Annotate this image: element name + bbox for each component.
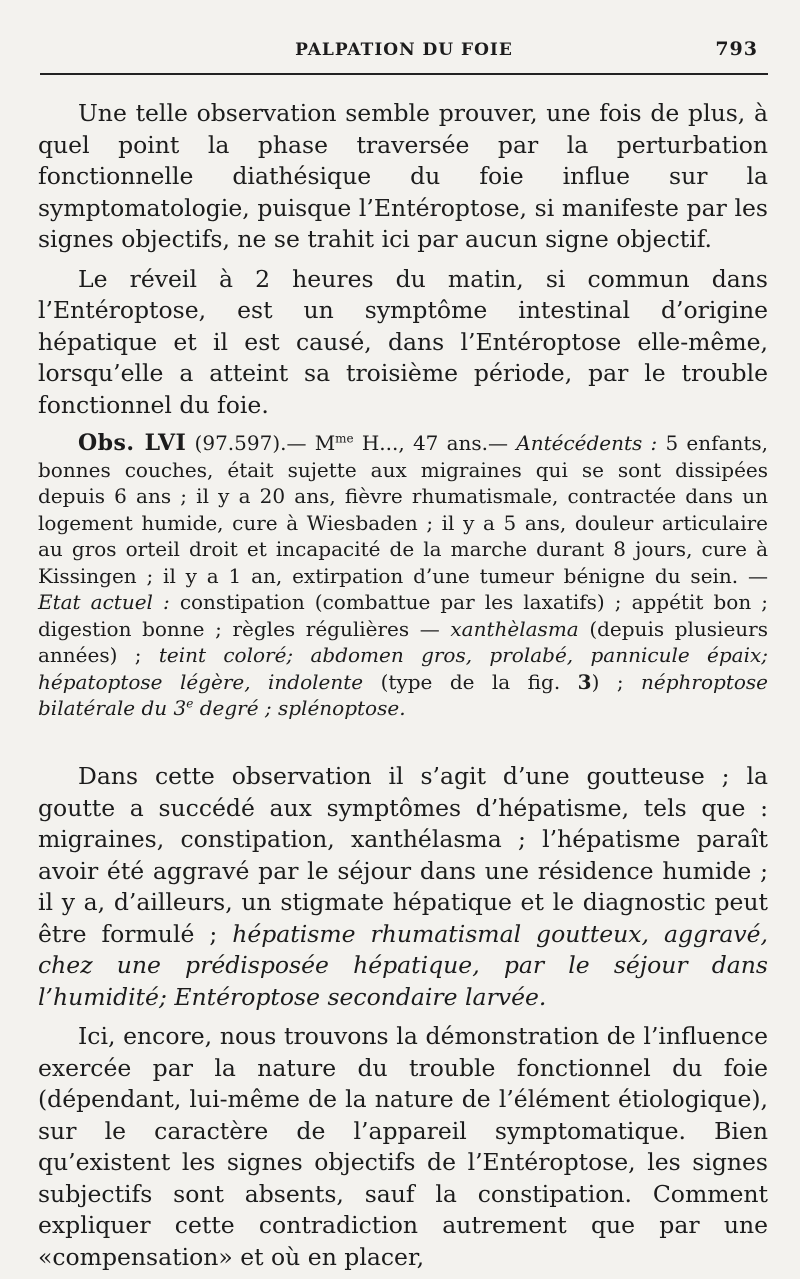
degree-superscript: e <box>186 696 194 711</box>
antecedents-text: 5 enfants, bonnes couches, était sujette aux migraines qui se sont dissipées depuis 6 ans ; il y a 20 ans, fièvre rhumatismale, contractée dans un logement humide, cure à Wiesbaden ; il y a 5 ans, douleur articulaire au gros orteil droit et incapacité de la marche durant 8 jours, cure à Kissingen ; il y a 1 an, extirpation d’une tumeur bénigne du sein. — <box>38 431 768 588</box>
observation-patient: H..., 47 ans.— <box>353 431 517 455</box>
title-superscript: me <box>335 431 354 446</box>
diagnosis-italic: hépatisme rhumatismal goutteux, aggravé, chez une prédisposée hépatique, par le séjour dans l’humidité; Entéroptose secondaire larvée. <box>38 919 768 1011</box>
xanthelasma-term: xanthèlasma <box>450 616 579 641</box>
etat-actuel-label: Etat actuel : <box>38 590 170 614</box>
antecedents-label: Antécédents : <box>516 431 658 455</box>
paragraph-1: Une telle observation semble prouver, une fois de plus, à quel point la phase traversée par la perturbation fonctionnelle diathésique du foie influe sur la symptomatologie, puisque l’Entéroptose, si manifeste par les signes objectifs, ne se trahit ici par aucun signe objectif. <box>38 99 768 253</box>
top-paragraphs <box>38 98 768 421</box>
running-title: PALPATION DU FOIE <box>295 40 513 60</box>
observation-number: (97.597).— M <box>186 431 336 455</box>
page-header <box>40 36 768 66</box>
findings-italic: teint coloré; abdomen gros, prolabé, pannicule épaix; hépatoptose légère, indolente <box>38 643 768 694</box>
observation-lvi <box>38 430 768 722</box>
paragraph-3 <box>38 761 768 1013</box>
header-rule <box>40 73 768 75</box>
paragraph-3-text: Dans cette observation il s’agit d’une goutteuse ; la goutte a succédé aux symptômes d’hépatisme, tels que : migraines, constipation, xanthélasma ; l’hépatisme paraît avoir été aggravé par le séjour dans une résidence humide ; il y a, d’ailleurs, un stigmate hépatique et le diagnostic peut être formulé ; <box>38 762 768 948</box>
type-text: (type de la fig. <box>363 669 578 694</box>
figure-number: 3 <box>577 669 592 694</box>
nephroptose-text: néphroptose bilatérale du 3 <box>38 669 768 720</box>
etat-actuel-text: constipation (combattue par les laxatifs) ; appétit bon ; digestion bonne ; règles régulières — <box>38 590 768 641</box>
page-number: 793 <box>715 38 758 60</box>
xanthelasma-note: (depuis plusieurs années) ; <box>38 616 768 667</box>
type-close: ) ; <box>591 669 642 694</box>
paragraph-2: Le réveil à 2 heures du matin, si commun dans l’Entéroptose, est un symptôme intestinal d’origine hépatique et il est causé, dans l’Entéroptose elle-même, lorsqu’elle a atteint sa troisième période, par le trouble fonctionnel du foie. <box>38 264 768 419</box>
bottom-paragraphs <box>38 761 768 1273</box>
paragraph-4: Ici, encore, nous trouvons la démonstration de l’influence exercée par la nature du trouble fonctionnel du foie (dépendant, lui-même de la nature de l’élément étiologique), sur le caractère de l’appareil symptomatique. Bien qu’existent les signes objectifs de l’Entéroptose, les signes subjectifs sont absents, sauf la constipation. Comment expliquer cette contradiction autrement que par une «compensation» et où en placer, <box>38 1022 768 1271</box>
observation-label: Obs. LVI <box>78 430 187 456</box>
splenoptose-text: degré ; splénoptose. <box>193 696 406 720</box>
